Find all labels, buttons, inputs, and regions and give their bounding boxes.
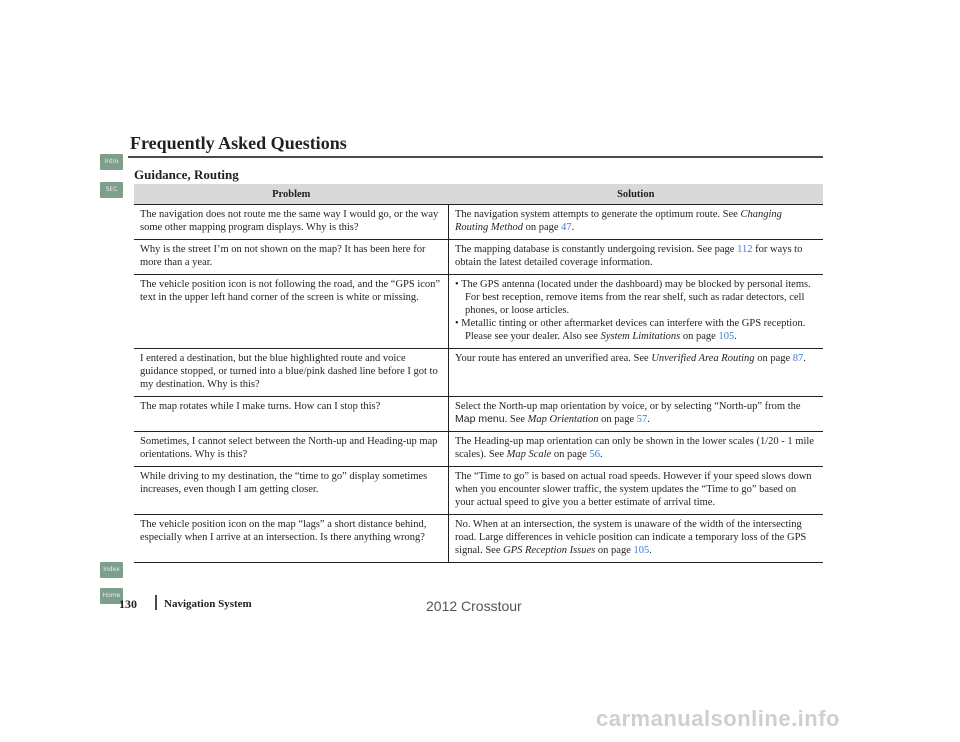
solution-text: No. When at an intersection, the system is unaware of the width of the intersecting road. Large differences in vehicle position can indicate a temporary loss of the GPS signal. See (455, 519, 807, 556)
solution-text: . (571, 222, 575, 233)
solution-text: • Metallic tinting or other aftermarket devices can interfere with the GPS reception. Please see your dealer. Also see (455, 318, 806, 342)
problem-cell: While driving to my destination, the “time to go” display sometimes increases, even though I am getting closer. (134, 467, 449, 515)
solution-text: . See (504, 414, 528, 425)
table-header-row (134, 184, 823, 205)
faq-table (134, 184, 823, 563)
solution-text: for ways to obtain the latest detailed coverage information. (455, 244, 803, 268)
table-row (134, 515, 823, 563)
sec-tab[interactable]: SEC (100, 182, 123, 198)
page-link[interactable]: 105 (633, 545, 650, 556)
problem-cell: The vehicle position icon on the map “lags” a short distance behind, especially when I arrive at an intersection. Is there anything wrong? (134, 515, 449, 563)
model-label: 2012 Crosstour (426, 598, 522, 614)
solution-text: Select the North-up map orientation by voice, or by selecting “North-up” from the (455, 401, 801, 412)
index-tab[interactable]: Index (100, 562, 123, 578)
watermark: carmanualsonline.info (596, 706, 840, 731)
menu-name: Map menu (455, 413, 505, 425)
intro-tab[interactable]: Intro (100, 154, 123, 170)
problem-cell: The navigation does not route me the same way I would go, or the way some other mapping program displays. Why is this? (134, 205, 449, 240)
solution-cell (449, 205, 824, 240)
page-link[interactable]: 87 (792, 353, 804, 364)
solution-text: . (803, 353, 806, 364)
section-heading: Guidance, Routing (134, 167, 239, 182)
solution-text: on page (522, 222, 562, 233)
solution-text: . (599, 449, 603, 460)
problem-cell: Sometimes, I cannot select between the North-up and Heading-up map orientations. Why is this? (134, 432, 449, 467)
solution-text: . (647, 414, 650, 425)
bullet-item (455, 317, 817, 343)
solution-text: . (649, 545, 652, 556)
solution-text: on page (595, 545, 634, 556)
page-title: Frequently Asked Questions (130, 133, 347, 153)
reference-title: Map Scale (506, 449, 552, 460)
bullet-item: • The GPS antenna (located under the dashboard) may be blocked by personal items. For best reception, remove items from the rear shelf, such as radar detectors, cell phones, or loose articles. (455, 279, 811, 316)
footer-divider (155, 595, 157, 610)
table-row (134, 240, 823, 275)
page-link[interactable]: 105 (718, 331, 735, 342)
solution-cell: The “Time to go” is based on actual road speeds. However if your speed slows down when you encounter slower traffic, the system updates the “Time to go” based on your actual speed to give you a better estimate of arrival time. (449, 467, 824, 515)
footer-label: Navigation System (164, 598, 252, 610)
reference-title: GPS Reception Issues (503, 545, 596, 556)
solution-cell (449, 240, 824, 275)
solution-text: on page (551, 449, 590, 460)
solution-text: on page (598, 414, 637, 425)
problem-cell: Why is the street I’m on not shown on the map? It has been here for more than a year. (134, 240, 449, 275)
reference-title: Changing Routing Method (455, 209, 782, 233)
solution-text: Your route has entered an unverified area. See (455, 353, 652, 364)
table-row (134, 432, 823, 467)
solution-text: on page (754, 353, 793, 364)
table-row (134, 467, 823, 515)
solution-text: on page (680, 331, 719, 342)
table-row (134, 397, 823, 432)
reference-title: System Limitations (600, 331, 681, 342)
solution-text: The mapping database is constantly undergoing revision. See page (455, 244, 738, 255)
solution-text: . (734, 331, 737, 342)
table-row (134, 275, 823, 349)
problem-column-header: Problem (134, 184, 449, 205)
solution-cell (449, 515, 824, 563)
problem-cell: The vehicle position icon is not following the road, and the “GPS icon” text in the upper left hand corner of the screen is white or missing. (134, 275, 449, 349)
solution-column-header: Solution (449, 184, 824, 205)
solution-cell (449, 432, 824, 467)
solution-cell (449, 275, 824, 349)
solution-cell (449, 349, 824, 397)
table-row (134, 205, 823, 240)
problem-cell: I entered a destination, but the blue highlighted route and voice guidance stopped, or turned into a blue/pink dashed line before I got to my destination. Why is this? (134, 349, 449, 397)
solution-text: The Heading-up map orientation can only be shown in the lower scales (1/20 - 1 mile scales). See (455, 436, 814, 460)
problem-cell: The map rotates while I make turns. How can I stop this? (134, 397, 449, 432)
page-link[interactable]: 56 (589, 449, 600, 460)
page-link[interactable]: 47 (561, 222, 572, 233)
reference-title: Map Orientation (527, 414, 599, 425)
table-row (134, 349, 823, 397)
title-divider (128, 156, 823, 158)
solution-text: The navigation system attempts to generate the optimum route. See (455, 209, 741, 220)
page-number: 130 (119, 597, 137, 611)
home-tab[interactable]: Home (100, 588, 123, 604)
reference-title: Unverified Area Routing (651, 353, 755, 364)
page-link[interactable]: 112 (737, 244, 753, 255)
page-link[interactable]: 57 (636, 414, 648, 425)
solution-cell (449, 397, 824, 432)
